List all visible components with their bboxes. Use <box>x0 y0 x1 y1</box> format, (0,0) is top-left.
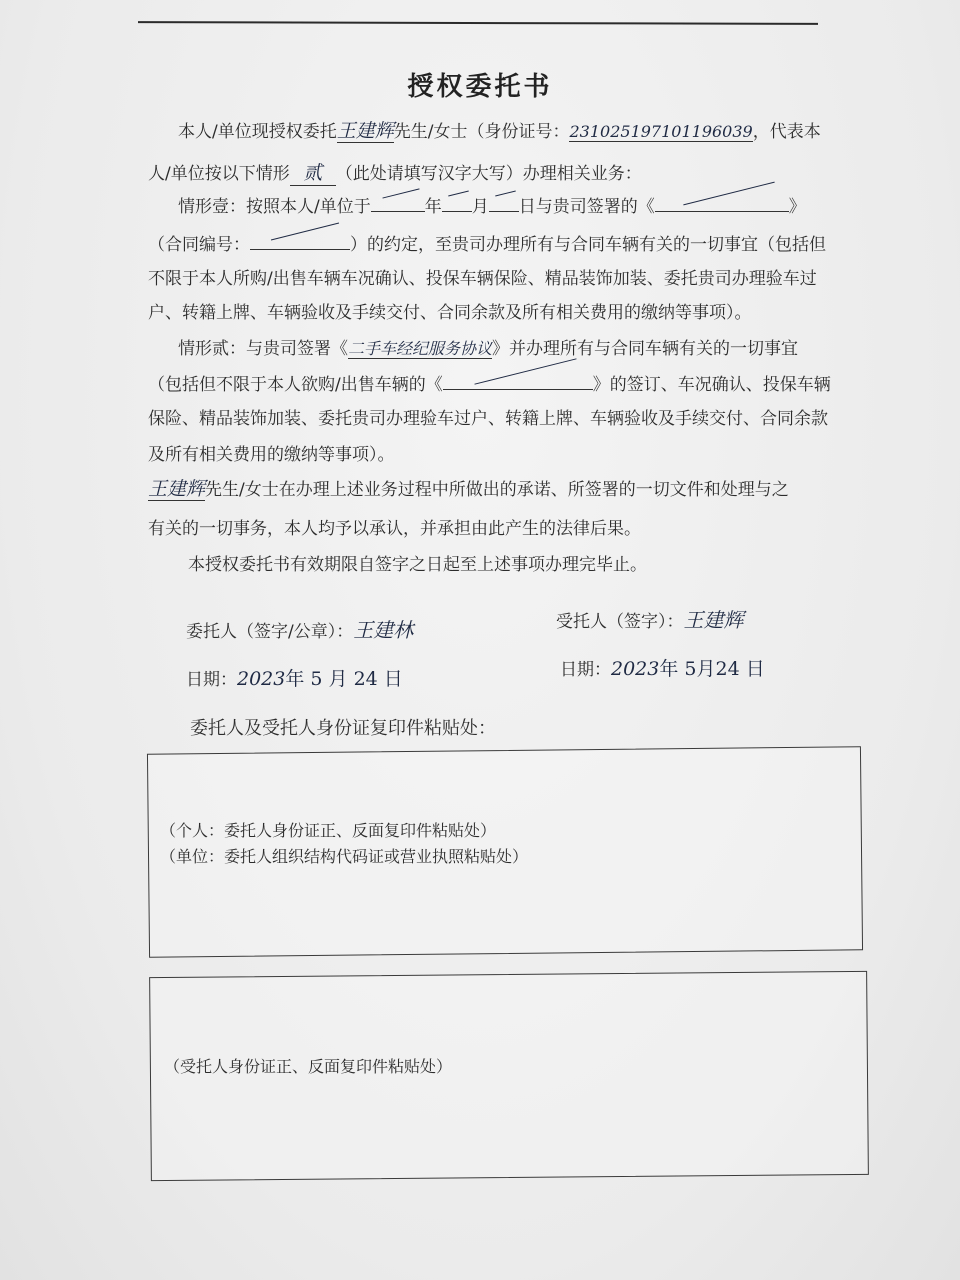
case1-line-4: 户、转籍上牌、车辆验收及手续交付、合同余款及所有相关费用的缴纳等事项）。 <box>148 303 752 323</box>
case2-line-3: 保险、精品装饰加装、委托贵司办理验车过户、转籍上牌、车辆验收及手续交付、合同余款 <box>148 409 828 429</box>
principal-box-note-1: （个人：委托人身份证正、反面复印件粘贴处） <box>160 821 497 840</box>
case2-line-2: （包括但不限于本人欲购/出售车辆的《 》的签订、车况确认、投保车辆 <box>148 370 831 395</box>
principal-box-note-2: （单位：委托人组织结构代码证或营业执照粘贴处） <box>160 847 529 866</box>
agent-name-handwritten: 王建辉 <box>148 478 206 500</box>
case2-line-1: 情形贰：与贵司签署《二手车经纪服务协议》并办理所有与合同车辆有关的一切事宜 <box>178 339 799 359</box>
validity-line: 本授权委托书有效期限自签字之日起至上述事项办理完毕止。 <box>188 555 647 575</box>
intro-line-1: 本人/单位现授权委托王建辉先生/女士（身份证号：231025197101196039，代表本 <box>178 120 821 142</box>
agent-date-rest: 年 5月24 日 <box>659 658 765 680</box>
agent-date-year: 2023 <box>611 658 660 680</box>
case1-line-1: 情形壹：按照本人/单位于 年 月 日与贵司签署的《 》 <box>178 192 806 217</box>
case2-line-4: 及所有相关费用的缴纳等事项）。 <box>148 445 395 465</box>
case-choice-handwritten: 贰 <box>290 158 336 186</box>
principal-date-row: 日期：2023年 5 月 24 日 <box>186 668 403 690</box>
paste-area-title: 委托人及受托人身份证复印件粘贴处： <box>190 718 496 739</box>
contract-name-handwritten: 二手车经纪服务协议 <box>348 339 493 358</box>
principal-date-year: 2023 <box>237 668 286 690</box>
agent-date-row: 日期：2023年 5月24 日 <box>560 658 765 680</box>
principal-date-rest: 年 5 月 24 日 <box>285 668 403 690</box>
intro-line-2: 人/单位按以下情形 贰 （此处请填写汉字大写）办理相关业务： <box>148 158 642 186</box>
trustee-name-handwritten: 王建辉 <box>336 120 394 142</box>
principal-signature: 王建林 <box>353 618 414 642</box>
agent-box-note-1: （受托人身份证正、反面复印件粘贴处） <box>164 1057 453 1076</box>
case1-line-3: 不限于本人所购/出售车辆车况确认、投保车辆保险、精品装饰加装、委托贵司办理验车过 <box>148 269 817 289</box>
top-rule <box>138 21 818 25</box>
case1-line-2: （合同编号： ）的约定，至贵司办理所有与合同车辆有关的一切事宜（包括但 <box>148 230 826 255</box>
id-number-handwritten: 231025197101196039 <box>569 122 753 141</box>
agent-signature-row: 受托人（签字）：王建辉 <box>556 608 744 632</box>
agent-signature: 王建辉 <box>683 608 744 632</box>
principal-signature-row: 委托人（签字/公章）：王建林 <box>186 618 414 642</box>
liability-line-1: 王建辉先生/女士在办理上述业务过程中所做出的承诺、所签署的一切文件和处理与之 <box>148 478 789 500</box>
liability-line-2: 有关的一切事务，本人均予以承认，并承担由此产生的法律后果。 <box>148 519 641 539</box>
document-title: 授权委托书 <box>407 72 553 102</box>
